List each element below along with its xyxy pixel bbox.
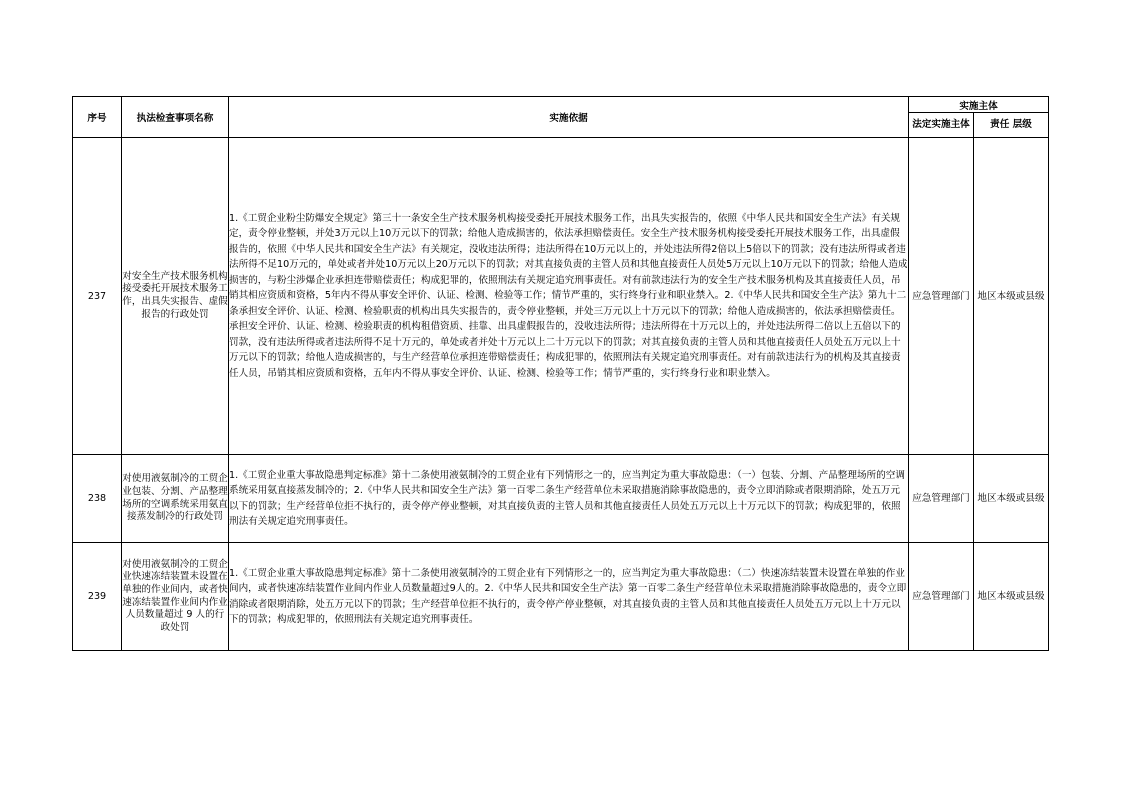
row-seq: 238 <box>73 455 122 543</box>
header-row <box>73 97 1049 113</box>
row-basis: 1.《工贸企业重大事故隐患判定标准》第十二条使用液氨制冷的工贸企业有下列情形之一的，应当判定为重大事故隐患：（一）包装、分割、产品整理场所的空调系统采用氨直接蒸发制冷的；2.《中华人民共和国安全生产法》第一百零二条生产经营单位未采取措施消除事故隐患的，责令立即消除或者限期消除，处五万元以下的罚款；生产经营单位拒不执行的，责令停产停业整顿，对其直接负责的主管人员和其他直接责任人员处五万元以上十万元以下的罚款；构成犯罪的，依照刑法有关规定追究刑事责任。 <box>229 455 909 543</box>
row-responsibility-level: 地区本级或县级 <box>974 138 1049 455</box>
table-row <box>73 138 1049 455</box>
col-legal-subject-header: 法定实施主体 <box>909 113 974 138</box>
row-seq: 239 <box>73 543 122 651</box>
table-row <box>73 455 1049 543</box>
row-legal-subject: 应急管理部门 <box>909 455 974 543</box>
col-seq-header: 序号 <box>73 97 122 138</box>
col-responsibility-level-header: 责任 层级 <box>974 113 1049 138</box>
col-item-name-header: 执法检查事项名称 <box>122 97 229 138</box>
row-item-name: 对安全生产技术服务机构接受委托开展技术服务工作，出具失实报告、虚假报告的行政处罚 <box>122 138 229 455</box>
table-row <box>73 543 1049 651</box>
col-basis-header: 实施依据 <box>229 97 909 138</box>
row-legal-subject: 应急管理部门 <box>909 138 974 455</box>
row-basis: 1.《工贸企业重大事故隐患判定标准》第十二条使用液氨制冷的工贸企业有下列情形之一的，应当判定为重大事故隐患：（二）快速冻结装置未设置在单独的作业间内，或者快速冻结装置作业间内作业人员数量超过9人的。2.《中华人民共和国安全生产法》第一百零二条生产经营单位未采取措施消除事故隐患的，责令立即消除或者限期消除，处五万元以下的罚款；生产经营单位拒不执行的，责令停产停业整顿，对其直接负责的主管人员和其他直接责任人员处五万元以上十万元以下的罚款；构成犯罪的，依照刑法有关规定追究刑事责任。 <box>229 543 909 651</box>
row-seq: 237 <box>73 138 122 455</box>
col-implementer-header: 实施主体 <box>909 97 1049 113</box>
row-basis: 1.《工贸企业粉尘防爆安全规定》第三十一条安全生产技术服务机构接受委托开展技术服务工作，出具失实报告的，依照《中华人民共和国安全生产法》有关规定，责令停业整顿，并处3万元以上10万元以下的罚款；给他人造成损害的，依法承担赔偿责任。安全生产技术服务机构接受委托开展技术服务工作，出具虚假报告的，依照《中华人民共和国安全生产法》有关规定，没收违法所得；违法所得在10万元以上的，并处违法所得2倍以上5倍以下的罚款；没有违法所得或者违法所得不足10万元的，单处或者并处10万元以上20万元以下的罚款；对其直接负责的主管人员和其他直接责任人员处5万元以上10万元以下的罚款；给他人造成损害的，与粉尘涉爆企业承担连带赔偿责任；构成犯罪的，依照刑法有关规定追究刑事责任。对有前款违法行为的安全生产技术服务机构及其直接责任人员，吊销其相应资质和资格，5年内不得从事安全评价、认证、检测、检验等工作；情节严重的，实行终身行业和职业禁入。2.《中华人民共和国安全生产法》第九十二条承担安全评价、认证、检测、检验职责的机构出具失实报告的，责令停业整顿，并处三万元以上十万元以下的罚款；给他人造成损害的，依法承担赔偿责任。承担安全评价、认证、检测、检验职责的机构租借资质、挂靠、出具虚假报告的，没收违法所得；违法所得在十万元以上的，并处违法所得二倍以上五倍以下的罚款，没有违法所得或者违法所得不足十万元的，单处或者并处十万元以上二十万元以下的罚款；对其直接负责的主管人员和其他直接责任人员处五万元以上十万元以下的罚款；给他人造成损害的，与生产经营单位承担连带赔偿责任；构成犯罪的，依照刑法有关规定追究刑事责任。对有前款违法行为的机构及其直接责任人员，吊销其相应资质和资格，五年内不得从事安全评价、认证、检测、检验等工作；情节严重的，实行终身行业和职业禁入。 <box>229 138 909 455</box>
row-legal-subject: 应急管理部门 <box>909 543 974 651</box>
row-responsibility-level: 地区本级或县级 <box>974 455 1049 543</box>
row-responsibility-level: 地区本级或县级 <box>974 543 1049 651</box>
row-item-name: 对使用液氨制冷的工贸企业快速冻结装置未设置在单独的作业间内，或者快速冻结装置作业间内作业人员数量超过 9 人的行政处罚 <box>122 543 229 651</box>
row-item-name: 对使用液氨制冷的工贸企业包装、分割、产品整理场所的空调系统采用氨直接蒸发制冷的行政处罚 <box>122 455 229 543</box>
enforcement-table <box>72 96 1049 651</box>
